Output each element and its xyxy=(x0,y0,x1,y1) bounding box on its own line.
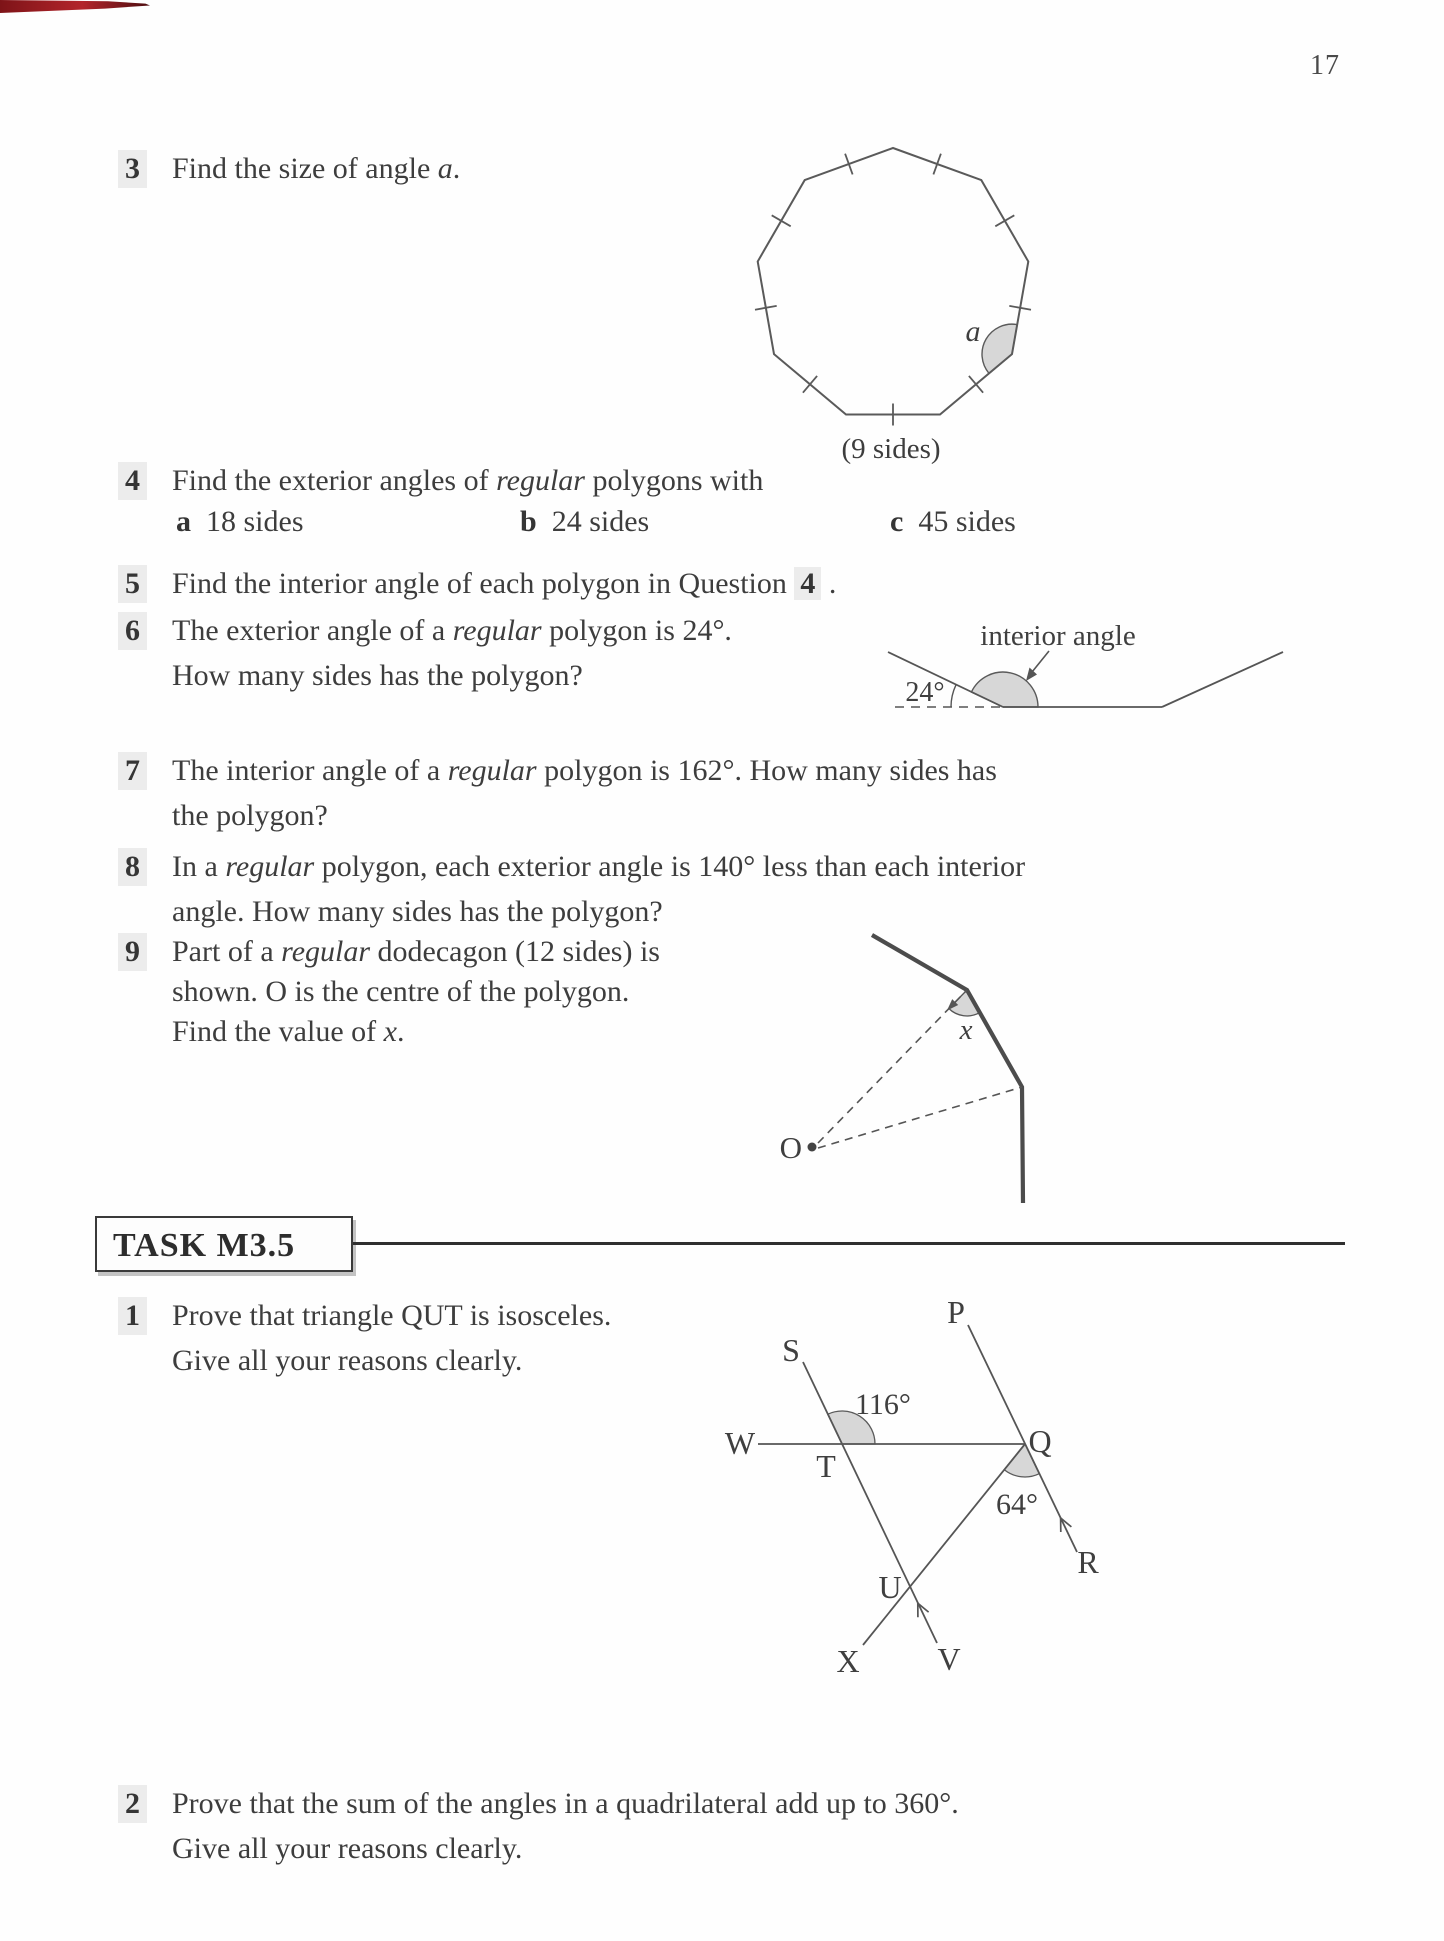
question-5-number: 5 xyxy=(118,565,147,603)
question-8-text-line1: In a regular polygon, each exterior angle is 140° less than each interior xyxy=(172,850,1026,883)
question-6-text-line2: How many sides has the polygon? xyxy=(172,659,583,692)
nonagon-diagram xyxy=(730,130,1060,440)
angle-64-label: 64° xyxy=(996,1488,1038,1521)
exterior-angle-diagram xyxy=(880,612,1300,722)
task-question-1-text-line2: Give all your reasons clearly. xyxy=(172,1344,523,1377)
centre-label: O xyxy=(779,1130,802,1165)
interior-angle-label: interior angle xyxy=(980,620,1136,652)
point-label-t: T xyxy=(816,1448,836,1484)
page-number: 17 xyxy=(1310,50,1340,81)
question-9-number: 9 xyxy=(118,933,147,971)
exterior-angle-arc xyxy=(951,685,956,707)
nonagon-caption: (9 sides) xyxy=(841,433,941,465)
scan-artifact-red-strip xyxy=(0,0,150,13)
dodecagon-edges xyxy=(872,935,1023,1203)
point-label-p: P xyxy=(947,1294,965,1330)
line-q-x xyxy=(863,1444,1025,1645)
task-question-2-text-line2: Give all your reasons clearly. xyxy=(172,1832,523,1865)
angle-116-label: 116° xyxy=(855,1388,911,1421)
question-4-number: 4 xyxy=(118,462,147,500)
triangle-qut-diagram xyxy=(715,1288,1115,1688)
question-3-text: Find the size of angle a. xyxy=(172,152,461,185)
question-5-text: Find the interior angle of each polygon in Question 4 . xyxy=(172,567,837,600)
point-label-w: W xyxy=(724,1425,756,1461)
question-7-text-line1: The interior angle of a regular polygon is 162°. How many sides has xyxy=(172,754,997,787)
task-question-2-text-line1: Prove that the sum of the angles in a quadrilateral add up to 360°. xyxy=(172,1787,959,1820)
centre-point-dot xyxy=(808,1143,817,1152)
question-8-text-line2: angle. How many sides has the polygon? xyxy=(172,895,663,928)
polygon-side-right xyxy=(1162,652,1283,707)
question-7-number: 7 xyxy=(118,752,147,790)
question-3-number: 3 xyxy=(118,150,147,188)
question-9-text-line1: Part of a regular dodecagon (12 sides) is xyxy=(172,935,660,968)
label-pointer-arrowhead-icon xyxy=(1026,668,1037,682)
nonagon-angle-a-sector xyxy=(982,324,1017,373)
question-4-text: Find the exterior angles of regular polygons with xyxy=(172,464,764,497)
question-9-text-line2: shown. O is the centre of the polygon. xyxy=(172,975,630,1008)
angle-x-label: x xyxy=(959,1014,973,1046)
task-header-rule xyxy=(353,1242,1345,1245)
point-label-u: U xyxy=(878,1569,902,1605)
nonagon-angle-a-label: a xyxy=(965,315,981,348)
question-7-text-line2: the polygon? xyxy=(172,799,328,832)
question-9-text-line3: Find the value of x. xyxy=(172,1015,405,1048)
point-label-v: V xyxy=(937,1641,961,1677)
radius-dashed-line-lower xyxy=(818,1087,1022,1148)
nonagon-outline xyxy=(758,148,1029,415)
point-label-r: R xyxy=(1077,1544,1099,1580)
dodecagon-diagram xyxy=(765,915,1045,1215)
task-question-1-number: 1 xyxy=(118,1297,147,1335)
radius-dashed-line-upper xyxy=(818,990,967,1143)
task-header-box: TASK M3.5 xyxy=(95,1216,353,1272)
task-question-2-number: 2 xyxy=(118,1785,147,1823)
question-4-option-b: b 24 sides xyxy=(520,505,650,538)
question-6-text-line1: The exterior angle of a regular polygon is 24°. xyxy=(172,614,732,647)
question-4-option-a: a 18 sides xyxy=(176,505,304,538)
task-question-1-text-line1: Prove that triangle QUT is isosceles. xyxy=(172,1299,612,1332)
point-label-s: S xyxy=(782,1332,800,1368)
question-8-number: 8 xyxy=(118,848,147,886)
question-4-option-c: c 45 sides xyxy=(890,505,1016,538)
question-6-number: 6 xyxy=(118,612,147,650)
point-label-q: Q xyxy=(1028,1423,1052,1459)
point-label-x: X xyxy=(836,1643,860,1679)
exterior-angle-value: 24° xyxy=(905,677,945,708)
